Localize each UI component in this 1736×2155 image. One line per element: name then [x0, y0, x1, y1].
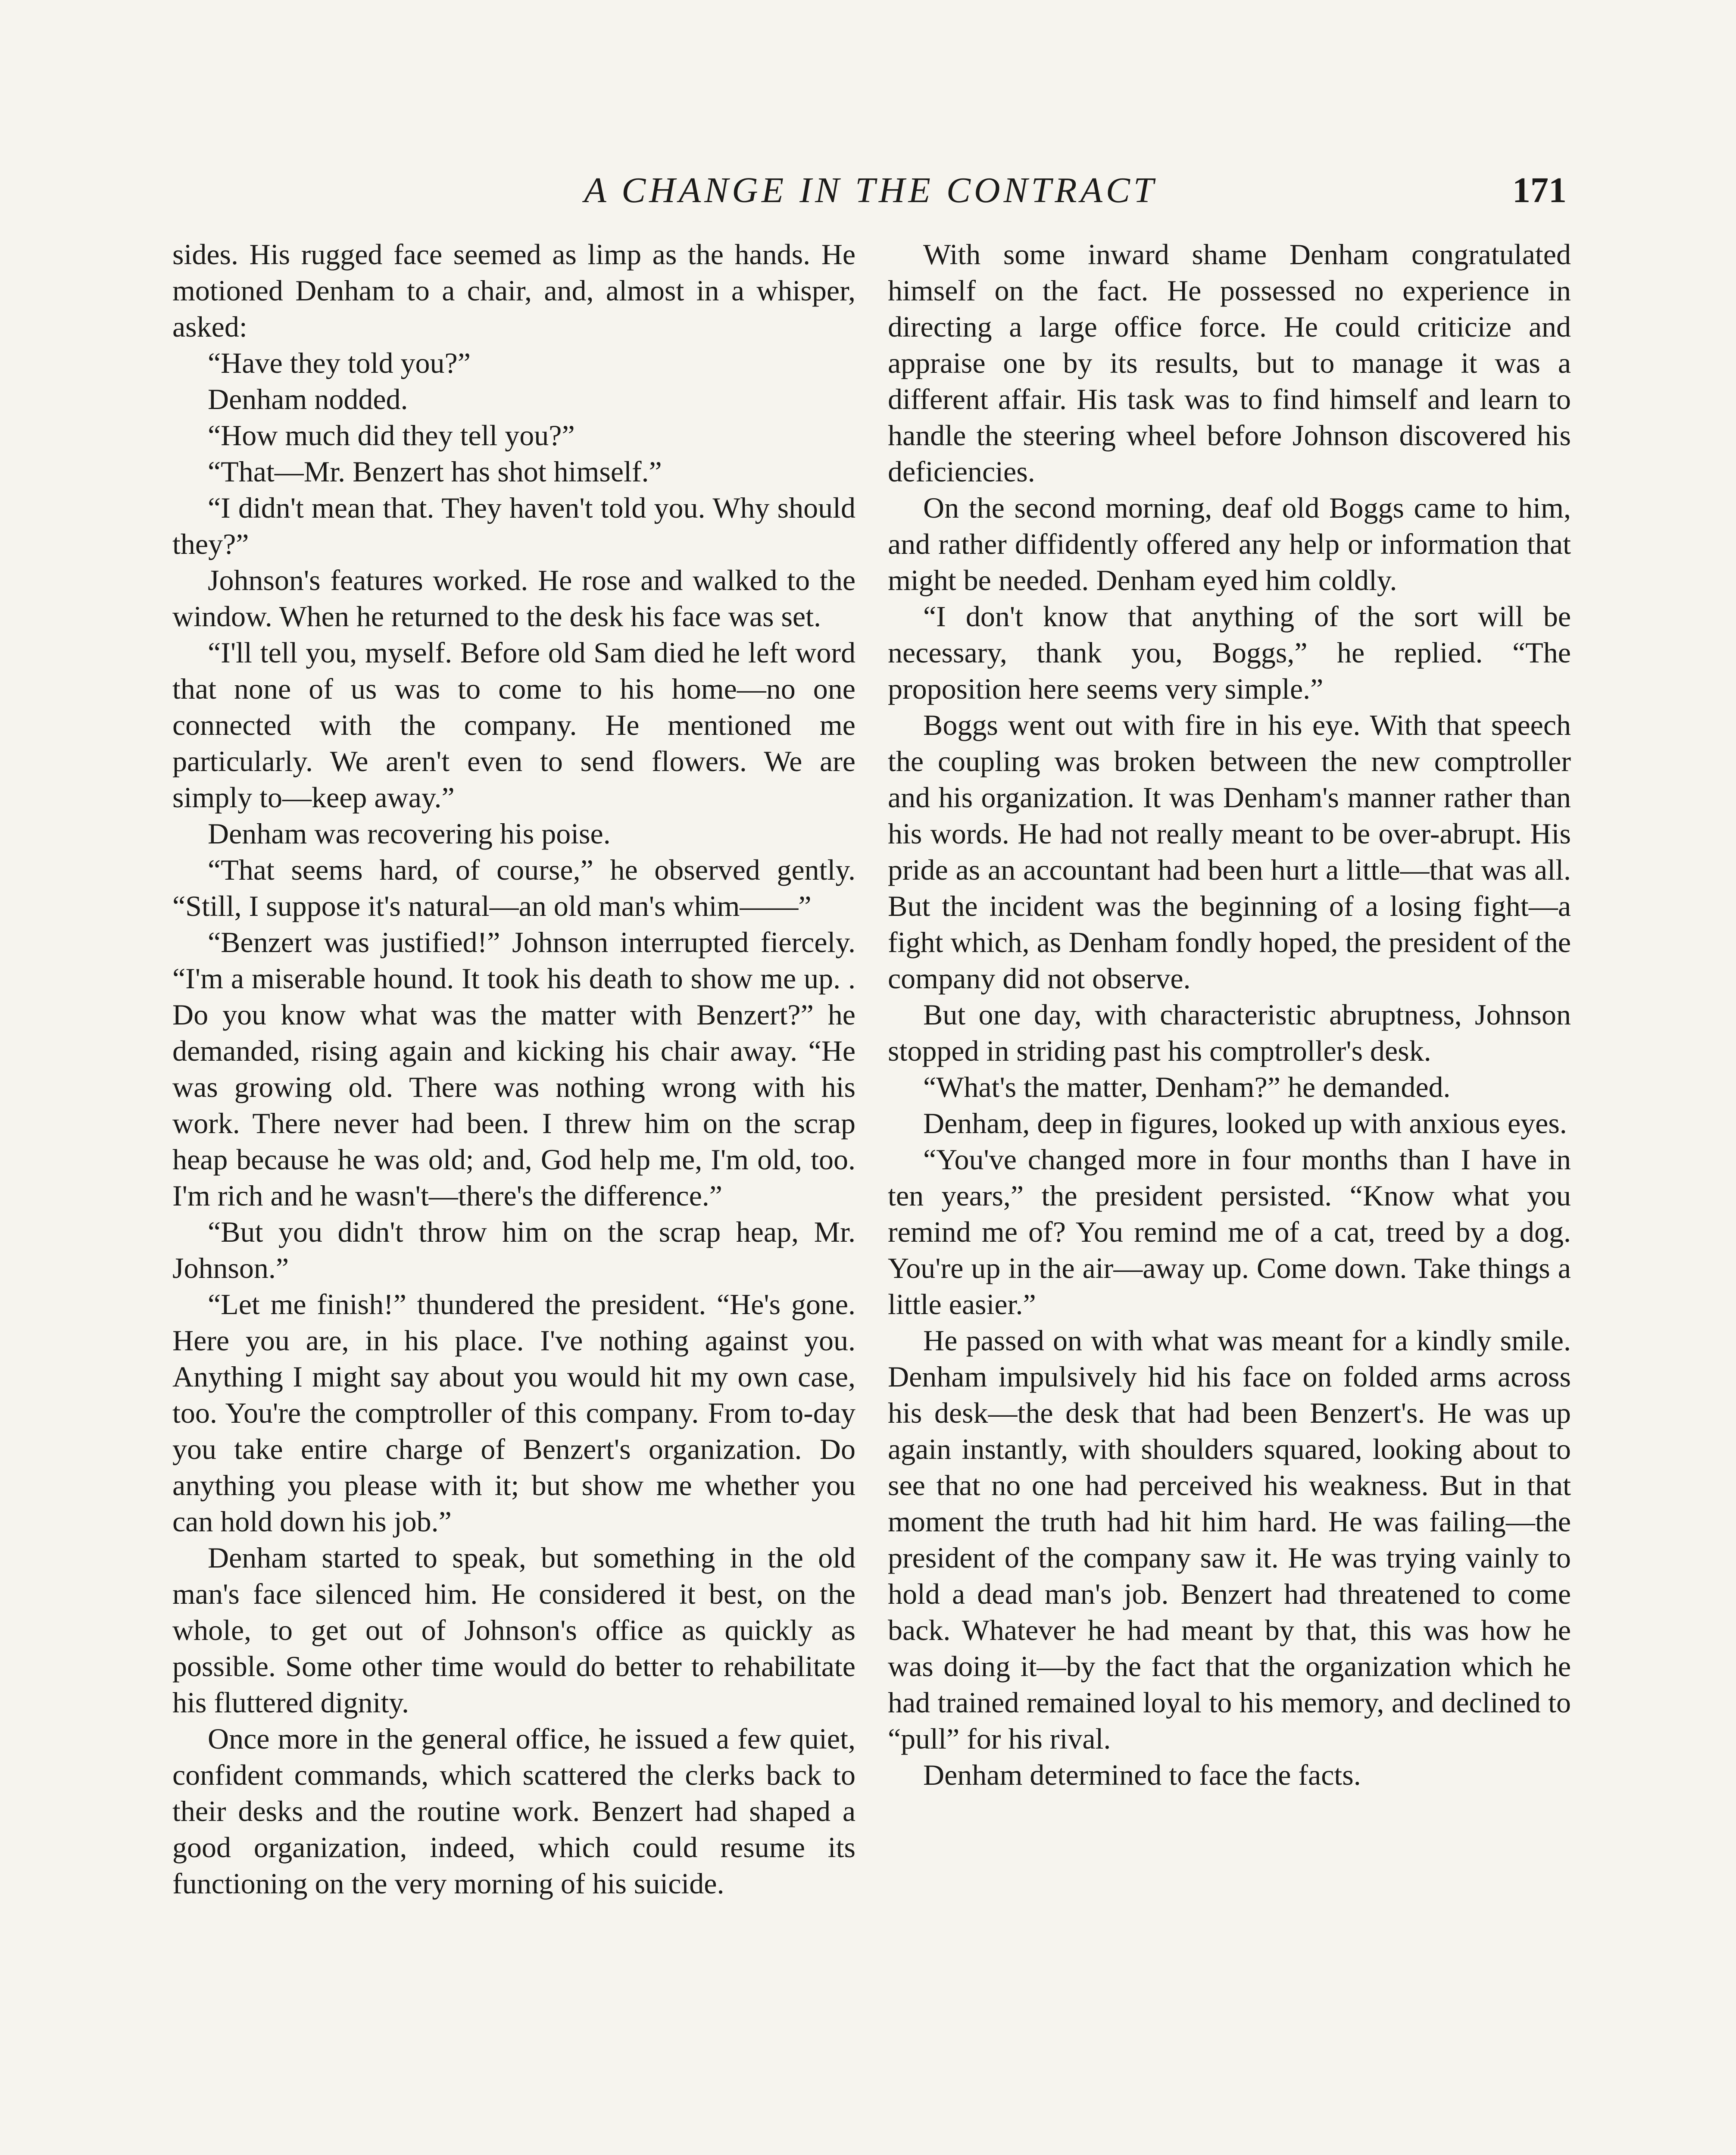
paragraph: Denham started to speak, but something in the old man's face silenced him. He considered it best, on the whole, to get out of Johnson's office as quickly as possible. Some other time would do better to rehabilitate his fluttered dignity.: [172, 1541, 856, 1719]
paragraph: “That—Mr. Benzert has shot himself.”: [208, 455, 662, 488]
page-header: [175, 160, 1567, 221]
paragraph: Johnson's features worked. He rose and walked to the window. When he returned to the desk his face was set.: [172, 564, 856, 633]
paragraph: Denham was recovering his poise.: [208, 817, 611, 850]
paragraph: “But you didn't throw him on the scrap heap, Mr. Johnson.”: [172, 1215, 856, 1284]
paragraph: “I don't know that anything of the sort will be necessary, thank you, Boggs,” he replied. “The proposition here seems very simple.”: [888, 600, 1571, 705]
page-number: 171: [1512, 170, 1567, 210]
paragraph: He passed on with what was meant for a kindly smile. Denham impulsively hid his face on folded arms across his desk—the desk that had been Benzert's. He was up again instantly, with shoulders squared, looking about to see that no one had perceived his weakness. But in that moment the truth had hit him hard. He was failing—the president of the company saw it. He was trying vainly to hold a dead man's job. Benzert had threatened to come back. Whatever he had meant by that, this was how he was doing it—by the fact that the organization which he had trained remained loyal to his memory, and declined to “pull” for his rival.: [888, 1324, 1571, 1755]
paragraph: “You've changed more in four months than I have in ten years,” the president persisted. “Know what you remind me of? You remind me of a cat, treed by a dog. You're up in the air—away up. Come down. Take things a little easier.”: [888, 1143, 1571, 1321]
paragraph: sides. His rugged face seemed as limp as the hands. He motioned Denham to a chair, and, almost in a whisper, asked:: [172, 238, 856, 343]
paragraph: Boggs went out with fire in his eye. With that speech the coupling was broken between the new comptroller and his organization. It was Denham's manner rather than his words. He had not really meant to be over-abrupt. His pride as an accountant had been hurt a little—that was all. But the incident was the beginning of a losing fight—a fight which, as Denham fondly hoped, the president of the company did not observe.: [888, 709, 1571, 995]
text-columns: [172, 236, 1571, 2155]
paragraph: Denham nodded.: [208, 383, 408, 415]
paragraph: “Let me finish!” thundered the president. “He's gone. Here you are, in his place. I've nothing against you. Anything I might say about you would hit my own case, too. You're the comptroller of this company. From to-day you take entire charge of Benzert's organization. Do anything you please with it; but show me whether you can hold down his job.”: [172, 1288, 856, 1538]
paragraph: On the second morning, deaf old Boggs came to him, and rather diffidently offered any help or information that might be needed. Denham eyed him coldly.: [888, 491, 1571, 597]
paragraph: “Have they told you?”: [208, 347, 471, 379]
paragraph: “Benzert was justified!” Johnson interrupted fiercely. “I'm a miserable hound. It took his death to show me up. . Do you know what was the matter with Benzert?” he demanded, rising again and kicking his chair away. “He was growing old. There was nothing wrong with his work. There never had been. I threw him on the scrap heap because he was old; and, God help me, I'm old, too. I'm rich and he wasn't—there's the difference.”: [172, 926, 856, 1212]
paragraph: But one day, with characteristic abruptness, Johnson stopped in striding past his comptroller's desk.: [888, 998, 1571, 1067]
paragraph: Denham, deep in figures, looked up with anxious eyes.: [923, 1107, 1567, 1140]
right-column: [888, 236, 1571, 2155]
paragraph: Once more in the general office, he issued a few quiet, confident commands, which scattered the clerks back to their desks and the routine work. Benzert had shaped a good organization, indeed, which could resume its functioning on the very morning of his suicide.: [172, 1722, 856, 1900]
paragraph: “I'll tell you, myself. Before old Sam died he left word that none of us was to come to his home—no one connected with the company. He mentioned me particularly. We aren't even to send flowers. We are simply to—keep away.”: [172, 636, 856, 814]
paragraph: “I didn't mean that. They haven't told you. Why should they?”: [172, 491, 856, 560]
paragraph: “That seems hard, of course,” he observed gently. “Still, I suppose it's natural—an old man's whim——”: [172, 853, 856, 922]
paragraph: With some inward shame Denham congratulated himself on the fact. He possessed no experience in directing a large office force. He could criticize and appraise one by its results, but to manage it was a different affair. His task was to find himself and learn to handle the steering wheel before Johnson discovered his deficiencies.: [888, 238, 1571, 488]
paragraph: “How much did they tell you?”: [208, 419, 575, 452]
paragraph: “What's the matter, Denham?” he demanded.: [923, 1071, 1451, 1103]
running-title: A CHANGE IN THE CONTRACT: [584, 170, 1157, 210]
left-column: [172, 236, 856, 2155]
paragraph: Denham determined to face the facts.: [923, 1758, 1361, 1791]
